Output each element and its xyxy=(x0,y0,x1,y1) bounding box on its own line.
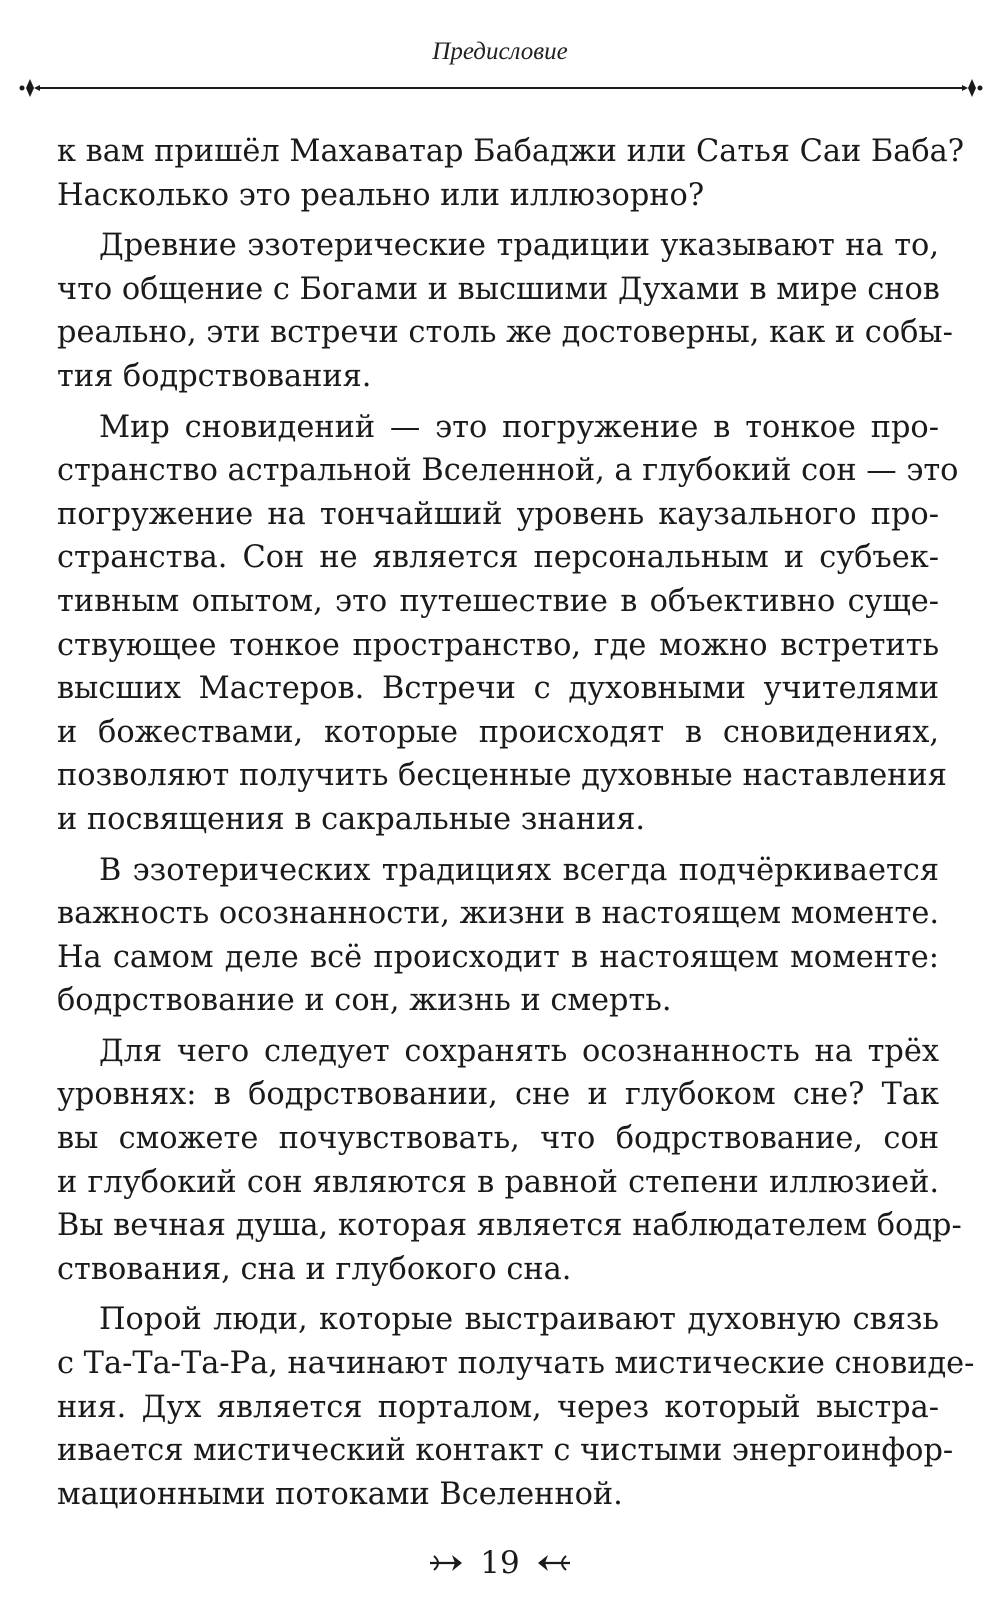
paragraph-gap xyxy=(57,842,939,849)
text-line: ивается мистический контакт с чистыми энергоинфор- xyxy=(57,1433,954,1469)
paragraph-gap xyxy=(57,399,939,406)
text-line: Для чего следует сохранять осознанность на трёх xyxy=(99,1033,939,1069)
page-number: 19 xyxy=(480,1545,520,1581)
text-line: и божествами, которые происходят в сновидениях, xyxy=(57,714,939,750)
text-line: Мир сновидений — это погружение в тонкое про- xyxy=(99,409,939,445)
text-line: уровнях: в бодрствовании, сне и глубоком сне? Так xyxy=(57,1077,939,1113)
paragraph xyxy=(57,849,939,1023)
text-line: важность осознанности, жизни в настоящем моменте. xyxy=(57,896,939,932)
text-line: Порой люди, которые выстраивают духовную связь xyxy=(99,1302,939,1338)
text-line: странство астральной Вселенной, а глубокий сон — это xyxy=(57,453,959,489)
text-line: На самом деле всё происходит в настоящем моменте: xyxy=(57,939,939,975)
page-footer xyxy=(0,1545,1000,1581)
text-line: ствования, сна и глубокого сна. xyxy=(57,1251,572,1287)
paragraph-gap xyxy=(57,1291,939,1298)
running-head: Предисловие xyxy=(432,38,568,65)
paragraph xyxy=(57,1298,975,1516)
text-line: Древние эзотерические традиции указывают на то, xyxy=(99,228,939,264)
body-text xyxy=(57,130,975,1516)
header-rule-ornament xyxy=(18,76,984,100)
text-line: и посвящения в сакральные знания. xyxy=(57,801,646,837)
text-line: позволяют получить бесценные духовные наставления xyxy=(57,758,947,794)
text-line: реально, эти встречи столь же достоверны, как и собы- xyxy=(57,315,953,351)
paragraph-gap xyxy=(57,217,939,224)
text-line: и глубокий сон являются в равной степени иллюзией. xyxy=(57,1164,939,1200)
text-line: погружение на тончайший уровень каузального про- xyxy=(57,496,939,532)
text-line: ния. Дух является порталом, через который выстра- xyxy=(57,1389,939,1425)
right-ornament-icon xyxy=(534,1552,572,1574)
text-line: вы сможете почувствовать, что бодрствование, сон xyxy=(57,1121,939,1157)
text-line: тия бодрствования. xyxy=(57,358,372,394)
text-line: Насколько это реально или иллюзорно? xyxy=(57,177,705,213)
text-line: с Та-Та-Та-Ра, начинают получать мистические сновиде- xyxy=(57,1346,975,1382)
text-line: высших Мастеров. Встречи с духовными учителями xyxy=(57,671,939,707)
text-line: тивным опытом, это путешествие в объективно суще- xyxy=(57,583,939,619)
text-line: странства. Сон не является персональным и субъек- xyxy=(57,540,939,576)
paragraph xyxy=(57,224,953,398)
text-line: бодрствование и сон, жизнь и смерть. xyxy=(57,983,672,1019)
paragraph xyxy=(57,130,965,217)
text-line: Вы вечная душа, которая является наблюдателем бодр- xyxy=(57,1208,962,1244)
paragraph xyxy=(57,406,959,842)
text-line: что общение с Богами и высшими Духами в мире снов xyxy=(57,271,940,307)
paragraph xyxy=(57,1030,962,1292)
text-line: ствующее тонкое пространство, где можно встретить xyxy=(57,627,939,663)
paragraph-gap xyxy=(57,1023,939,1030)
text-line: В эзотерических традициях всегда подчёркивается xyxy=(99,852,939,888)
text-line: мационными потоками Вселенной. xyxy=(57,1476,623,1512)
left-ornament-icon xyxy=(428,1552,466,1574)
text-line: к вам пришёл Махаватар Бабаджи или Сатья Саи Баба? xyxy=(57,134,965,169)
